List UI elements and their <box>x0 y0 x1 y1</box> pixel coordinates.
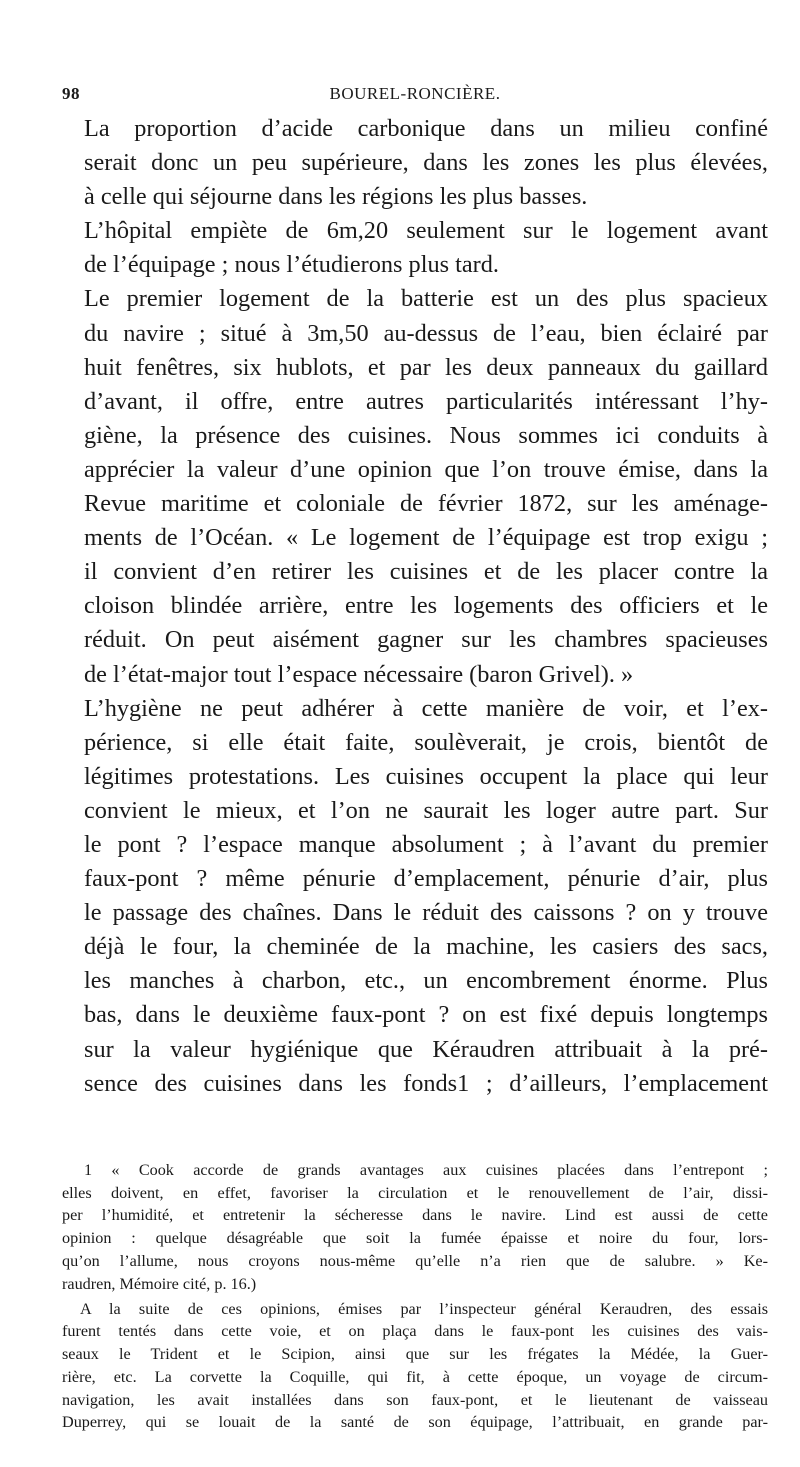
text-line: giène, la présence des cuisines. Nous sommes ici conduits à <box>84 421 768 449</box>
text-line: à celle qui séjourne dans les régions les plus basses. <box>84 183 588 211</box>
text-line: de l’état-major tout l’espace nécessaire (baron Grivel). » <box>84 660 634 688</box>
footnote <box>62 1159 768 1296</box>
text-line: sur la valeur hygiénique que Kéraudren attribuait à la pré- <box>84 1035 768 1063</box>
footnote-line: qu’on l’allume, nous croyons nous-même qu’elle n’a rien que de salubre. » Ke- <box>62 1251 768 1270</box>
footnote-line: elles doivent, en effet, favoriser la circulation et le renouvellement de l’air, dissi- <box>62 1183 768 1202</box>
text-line: Le premier logement de la batterie est un des plus spacieux <box>84 285 768 313</box>
text-line: Revue maritime et coloniale de février 1872, sur les aménage- <box>84 490 768 518</box>
footnotes <box>62 1159 768 1435</box>
text-line: huit fenêtres, six hublots, et par les deux panneaux du gaillard <box>84 353 768 381</box>
text-line: faux-pont ? même pénurie d’emplacement, pénurie d’air, plus <box>84 865 768 893</box>
text-line: du navire ; situé à 3m,50 au-dessus de l’eau, bien éclairé par <box>84 319 768 347</box>
page-header <box>62 76 768 112</box>
text-line: il convient d’en retirer les cuisines et de les placer contre la <box>84 558 768 586</box>
text-line: réduit. On peut aisément gagner sur les chambres spacieuses <box>84 626 768 654</box>
text-line: le passage des chaînes. Dans le réduit des caissons ? on y trouve <box>84 899 768 927</box>
text-line: cloison blindée arrière, entre les logements des officiers et le <box>84 592 768 620</box>
text-line: d’avant, il offre, entre autres particularités intéressant l’hy- <box>84 387 768 415</box>
text-line: convient le mieux, et l’on ne saurait les loger autre part. Sur <box>84 796 768 824</box>
text-line: L’hygiène ne peut adhérer à cette manière de voir, et l’ex- <box>84 694 768 722</box>
paragraph <box>62 112 768 214</box>
text-line: périence, si elle était faite, soulèverait, je crois, bientôt de <box>84 728 768 756</box>
paragraph <box>62 282 768 691</box>
text-line: les manches à charbon, etc., un encombrement énorme. Plus <box>84 967 768 995</box>
body-text <box>62 112 768 1101</box>
paragraph <box>62 214 768 282</box>
footnote-line: 1 « Cook accorde de grands avantages aux cuisines placées dans l’entrepont ; <box>84 1160 768 1179</box>
footnote-line: Duperrey, qui se louait de la santé de son équipage, l’attribuait, en grande par- <box>62 1413 768 1432</box>
footnote-line: per l’humidité, et entretenir la sécheresse dans le navire. Lind est aussi de cette <box>62 1206 768 1225</box>
footnote-line: A la suite de ces opinions, émises par l’inspecteur général Keraudren, des essais <box>80 1299 768 1318</box>
text-line: sence des cuisines dans les fonds1 ; d’ailleurs, l’emplacement <box>84 1069 768 1097</box>
footnote-line: seaux le Trident et le Scipion, ainsi que sur les frégates la Médée, la Guer- <box>62 1345 768 1364</box>
text-line: L’hôpital empiète de 6m,20 seulement sur le logement avant <box>84 217 768 245</box>
text-line: ments de l’Océan. « Le logement de l’équipage est trop exigu ; <box>84 524 768 552</box>
footnote-line: raudren, Mémoire cité, p. 16.) <box>62 1274 257 1293</box>
paragraph <box>62 692 768 1101</box>
footnote-line: rière, etc. La corvette la Coquille, qui fit, à cette époque, un voyage de circum- <box>62 1367 768 1386</box>
footnote-line: navigation, les avait installées dans son faux-pont, et le lieutenant de vaisseau <box>62 1390 768 1409</box>
running-title: BOUREL-RONCIÈRE. <box>329 84 501 103</box>
text-line: serait donc un peu supérieure, dans les zones les plus élevées, <box>84 149 768 177</box>
text-line: le pont ? l’espace manque absolument ; à l’avant du premier <box>84 830 768 858</box>
text-line: déjà le four, la cheminée de la machine, les casiers des sacs, <box>84 933 768 961</box>
text-line: bas, dans le deuxième faux-pont ? on est fixé depuis longtemps <box>84 1001 768 1029</box>
footnote <box>62 1298 768 1435</box>
book-page <box>62 76 768 1434</box>
text-line: de l’équipage ; nous l’étudierons plus tard. <box>84 251 499 279</box>
text-line: apprécier la valeur d’une opinion que l’on trouve émise, dans la <box>84 455 768 483</box>
footnote-line: opinion : quelque désagréable que soit la fumée épaisse et noire du four, lors- <box>62 1229 768 1248</box>
text-line: légitimes protestations. Les cuisines occupent la place qui leur <box>84 762 768 790</box>
footnote-line: furent tentés dans cette voie, et on plaça dans le faux-pont les cuisines des vais- <box>62 1322 768 1341</box>
page-number: 98 <box>62 84 80 103</box>
text-line: La proportion d’acide carbonique dans un milieu confiné <box>84 115 768 142</box>
